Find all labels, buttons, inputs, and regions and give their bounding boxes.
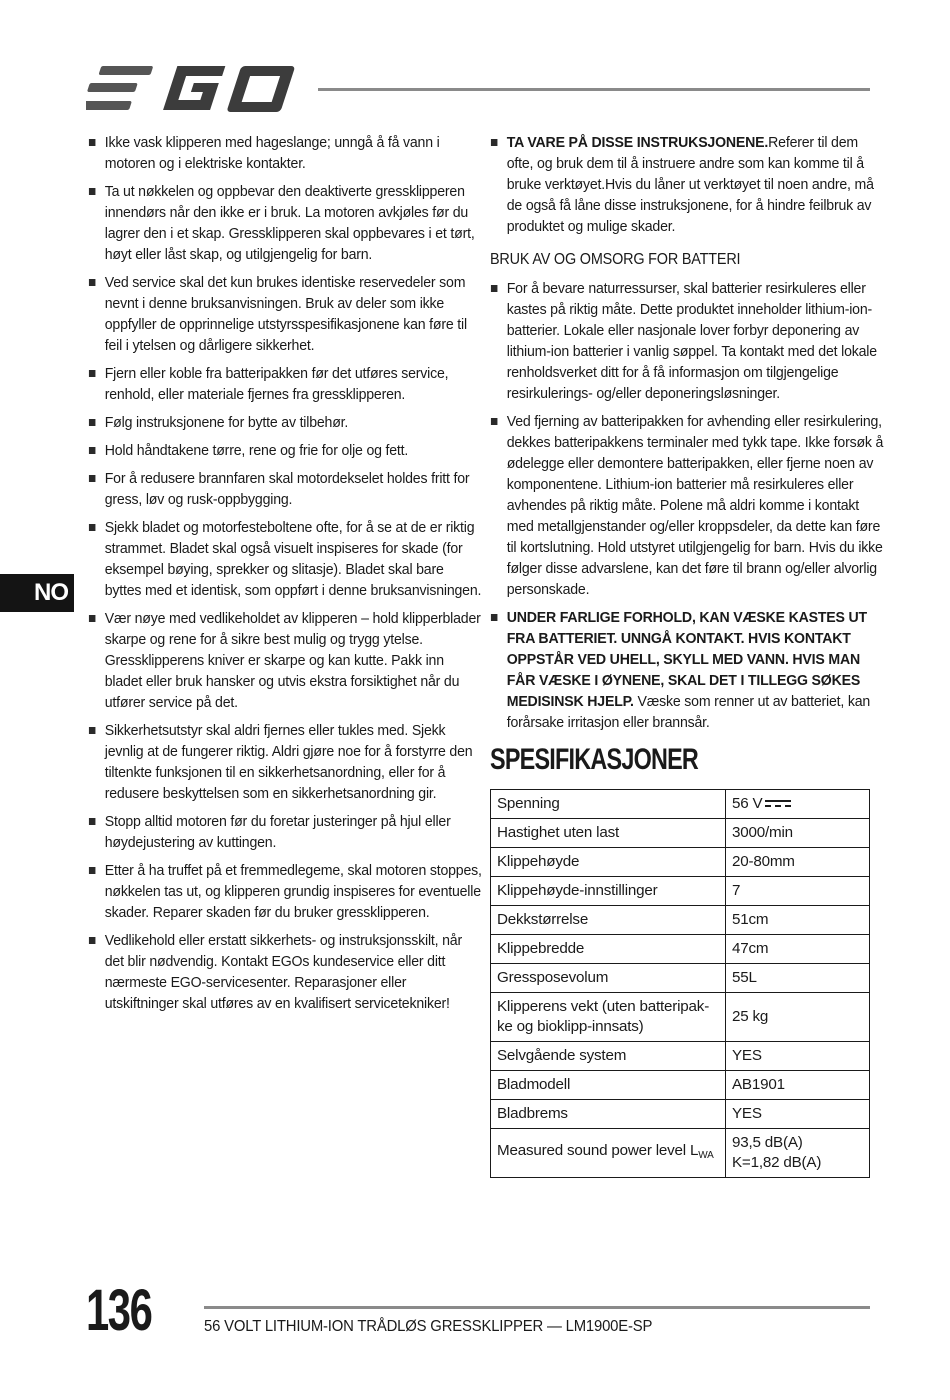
spec-value: 56 V	[726, 790, 870, 819]
spec-value: YES	[726, 1100, 870, 1129]
left-column	[88, 132, 482, 1021]
list-item: For å bevare naturressurser, skal batterier resirkuleres eller kastes på riktig måte. Dette produktet inneholder lithium-ion-batterier. Lokale eller nasjonale lover forbyr deponering av lithium-ion batterier i vanlig søppel. Ta kontakt med det lokale renholdsverket ditt for å få informasjon om tilgjengelige resirkulerings- og/eller deponeringsløsninger.	[490, 278, 887, 404]
header-rule	[318, 88, 870, 91]
list-item: Ikke vask klipperen med hageslange; unngå å få vann i motoren og i elektriske kontakter.	[88, 132, 483, 174]
spec-value: AB1901	[726, 1071, 870, 1100]
page-number: 136	[86, 1278, 152, 1343]
list-item: Ved fjerning av batteripakken for avhending eller resirkulering, dekkes batteripakkens terminaler med tykk tape. Ikke forsøk å ødelegge eller demontere batteripakken, eller fjerne noen av komponentene. Lithium-ion batterier må resirkuleres eller avhendes på riktig måte. Polene må aldri komme i kontakt med metallgjenstander og/eller kroppsdeler, da dette kan føre til kortslutning. Hold utstyret utilgjengelig for barn. Hvis du ikke følger disse advarslene, kan det føre til brann og/eller alvorlig personskade.	[490, 411, 887, 600]
list-item: Fjern eller koble fra batteripakken før det utføres service, renhold, eller materiale fjernes fra gressklipperen.	[88, 363, 483, 405]
spec-value: 47cm	[726, 935, 870, 964]
footer-title: 56 VOLT LITHIUM-ION TRÅDLØS GRESSKLIPPER — LM1900E-SP	[204, 1318, 653, 1335]
intro-bold: TA VARE PÅ DISSE INSTRUKSJONENE.	[506, 134, 769, 151]
table-row	[491, 906, 870, 935]
specs-table	[490, 789, 870, 1178]
spec-label: Measured sound power level LWA	[491, 1129, 726, 1178]
spec-value: 3000/min	[726, 819, 870, 848]
warning-text: Væske som renner ut av batteriet, kan forårsake irritasjon eller brannsår.	[506, 693, 871, 731]
table-row	[491, 1129, 870, 1178]
table-row	[491, 935, 870, 964]
spec-label: Klippehøyde-innstillinger	[491, 877, 726, 906]
spec-label: Bladbrems	[491, 1100, 726, 1129]
battery-list	[490, 278, 884, 733]
list-item: Hold håndtakene tørre, rene og frie for olje og fett.	[88, 440, 483, 461]
table-row	[491, 993, 870, 1042]
footer-rule	[204, 1306, 870, 1309]
lwa-subscript: WA	[698, 1149, 714, 1161]
spec-label: Spenning	[491, 790, 726, 819]
spec-value: 55L	[726, 964, 870, 993]
table-row	[491, 1100, 870, 1129]
spec-value: 25 kg	[726, 993, 870, 1042]
language-tab: NO	[0, 574, 74, 612]
spec-value: 93,5 dB(A) K=1,82 dB(A)	[726, 1129, 870, 1178]
spec-label: Selvgående system	[491, 1042, 726, 1071]
spec-label: Gressposevolum	[491, 964, 726, 993]
battery-heading: BRUK AV OG OMSORG FOR BATTERI	[490, 251, 741, 268]
table-row	[491, 848, 870, 877]
table-row	[491, 819, 870, 848]
list-item: For å redusere brannfaren skal motordekselet holdes fritt for gress, løv og rusk-oppbygging.	[88, 468, 483, 510]
warning-bold: UNDER FARLIGE FORHOLD, KAN VÆSKE KASTES UT FRA BATTERIET. UNNGÅ KONTAKT. HVIS KONTAKT OPPSTÅR VED UHELL, SKYLL MED VANN. HVIS MAN FÅR VÆSKE I ØYNENE, SKAL DET I TILLEGG SØKES MEDISINSK HJELP.	[506, 609, 867, 710]
list-item: Vær nøye med vedlikeholdet av klipperen – hold klipperblader skarpe og rene for å sikre best mulig og trygg ytelse. Gressklipperens kniver er skarpe og kan kutte. Pakk inn bladet eller bruk hansker og utvis ekstra forsiktighet når du utfører service på det.	[88, 608, 483, 713]
list-item	[490, 607, 887, 733]
table-row	[491, 964, 870, 993]
spec-label: Dekkstørrelse	[491, 906, 726, 935]
list-item: Vedlikehold eller erstatt sikkerhets- og instruksjonsskilt, når det blir nødvendig. Kontakt EGOs kundeservice eller ditt nærmeste EGO-servicesenter. Reparasjoner eller utskiftninger skal utføres av en kvalifisert servicetekniker!	[88, 930, 483, 1014]
list-item: Sikkerhetsutstyr skal aldri fjernes eller tukles med. Sjekk jevnlig at de fungerer riktig. Aldri gjøre noe for å forstyrre den tiltenkte funksjonen til en sikkerhetsanordning, eller for å redusere beskyttelsen som en sikkerhetsanordning gir.	[88, 720, 483, 804]
table-row	[491, 1071, 870, 1100]
right-column	[490, 132, 884, 1178]
spec-value: YES	[726, 1042, 870, 1071]
dc-current-icon	[765, 799, 791, 809]
table-row	[491, 1042, 870, 1071]
spec-label: Bladmodell	[491, 1071, 726, 1100]
list-item	[490, 132, 887, 237]
spec-label: Klipperens vekt (uten batteripak-ke og bioklipp-innsats)	[491, 993, 726, 1042]
spec-value: 7	[726, 877, 870, 906]
spec-label: Klippehøyde	[491, 848, 726, 877]
intro-text: Referer til dem ofte, og bruk dem til å instruere andre som kan komme til å bruke verktøyet.Hvis du låner ut verktøyet til noen andre, må de også få låne disse instruksjonene, for å hindre feilbruk av produktet og mulige skader.	[506, 134, 874, 235]
list-item: Etter å ha truffet på et fremmedlegeme, skal motoren stoppes, nøkkelen tas ut, og klipperen grundig inspiseres for eventuelle skader. Reparer skaden før du bruker gressklipperen.	[88, 860, 483, 923]
list-item: Stopp alltid motoren før du foretar justeringer på hjul eller høydejustering av kuttingen.	[88, 811, 483, 853]
spec-value: 51cm	[726, 906, 870, 935]
maintenance-list	[88, 132, 482, 1014]
list-item: Følg instruksjonene for bytte av tilbehør.	[88, 412, 483, 433]
spec-value: 20-80mm	[726, 848, 870, 877]
table-row	[491, 790, 870, 819]
specs-title: SPESIFIKASJONER	[490, 743, 699, 776]
spec-label: Hastighet uten last	[491, 819, 726, 848]
table-row	[491, 877, 870, 906]
ego-logo	[86, 64, 298, 114]
list-item: Ved service skal det kun brukes identiske reservedeler som nevnt i denne bruksanvisningen. Bruk av deler som ikke oppfyller de opprinnelige utstyrsspesifikasjonene kan føre til feil i ytelsen og dårligere sikkerhet.	[88, 272, 483, 356]
list-item: Ta ut nøkkelen og oppbevar den deaktiverte gressklipperen innendørs når den ikke er i bruk. La motoren avkjøles før du lagrer den i et skap. Gressklipperen skal oppbevares i et tørt, høyt eller låst skap, og utilgjengelig for barn.	[88, 181, 483, 265]
list-item: Sjekk bladet og motorfesteboltene ofte, for å se at de er riktig strammet. Bladet skal også visuelt inspiseres for skade (for eksempel bøying, sprekker og slitasje). Bladet skal bare byttes med et identisk, som oppført i denne bruksanvisningen.	[88, 517, 483, 601]
spec-label: Klippebredde	[491, 935, 726, 964]
instructions-list	[490, 132, 872, 237]
